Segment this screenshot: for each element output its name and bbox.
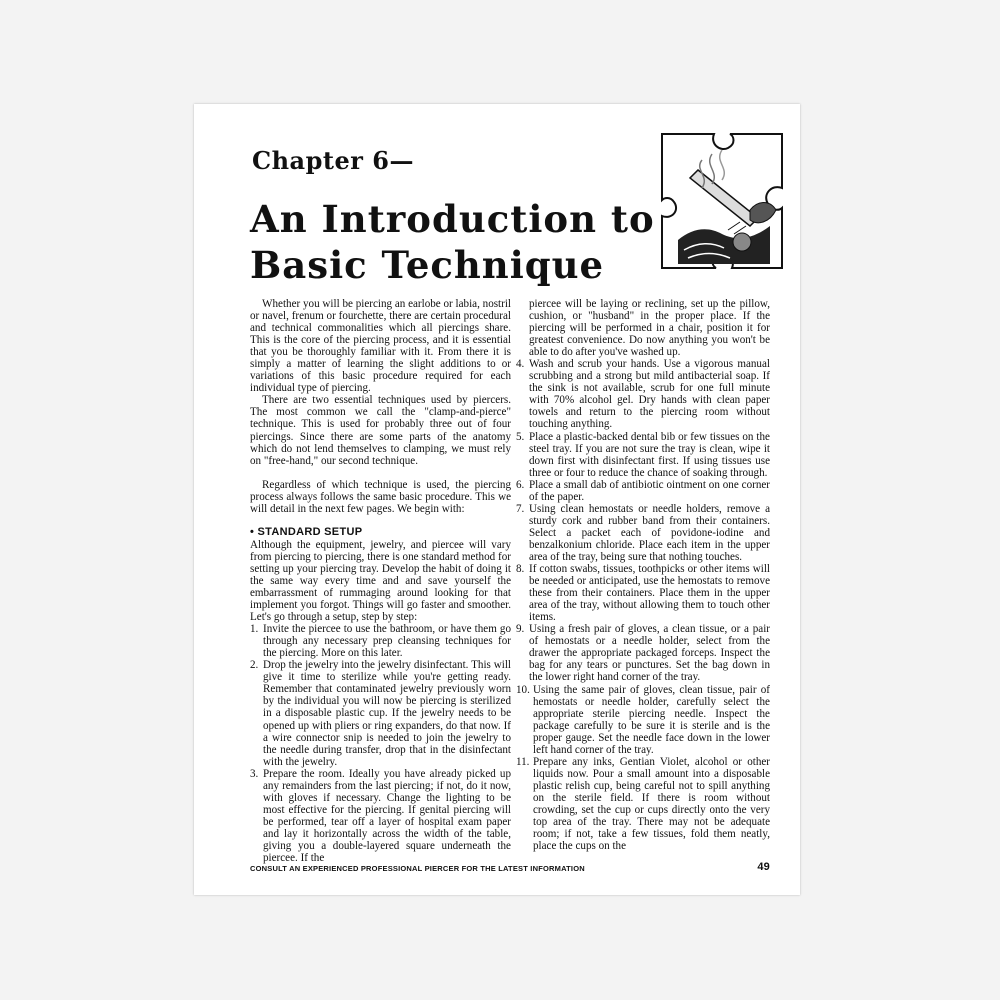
step-text: Wash and scrub your hands. Use a vigorous manual scrubbing and a strong but mild antibacterial soap. If the sink is not available, scrub for one full minute with 70% alcohol gel. Dry hands with clean paper towels and return to the piercing room without touching anything. — [529, 358, 770, 431]
step-text: Prepare the room. Ideally you have already picked up any remainders from the last piercing; if not, do it now, with gloves if necessary. Change the lighting to be most effective for the piercing. If genital piercing will be performed, tear off a layer of hospital exam paper and lay it horizontally across the width of the table, giving you a double-layered square underneath the piercee. If the — [263, 767, 511, 865]
list-item — [250, 768, 511, 864]
list-item — [516, 684, 770, 756]
intro-paragraph-2: There are two essential techniques used by piercers. The most common we call the "clamp-and-pierce" technique. This is used for probably three out of four piercings. Since there are some parts of the anatomy which do not lend themselves to clamping, we must rely on "free-hand," our second technique. — [250, 394, 511, 467]
list-item — [516, 358, 770, 430]
step-number: 2. — [250, 659, 259, 672]
chapter-title-line-1: An Introduction to — [250, 197, 655, 241]
step-text: Using a fresh pair of gloves, a clean tissue, or a pair of hemostats or a needle holder, select from the drawer the appropriate packaged forceps. Inspect the bag for any tears or punctures. Set the bag down in the lower right hand corner of the tray. — [529, 623, 770, 684]
step-number: 7. — [516, 502, 525, 515]
left-column — [250, 298, 511, 864]
section-heading: • STANDARD SETUP — [250, 525, 363, 538]
step-text: Drop the jewelry into the jewelry disinfectant. This will give it time to sterilize while you're getting ready. Remember that contaminated jewelry previously worn by the individual you will now be piercing is sterilized in a disposable plastic cup. If the jewelry needs to be opened up with pliers or ring expanders, do that now. If a wire connector snip is needed to join the jewelry to the needle during transfer, drop that in the disinfectant with the jewelry. — [263, 659, 511, 768]
list-item — [516, 503, 770, 563]
list-item — [250, 659, 511, 767]
step-number: 3. — [250, 767, 259, 780]
step-text: Invite the piercee to use the bathroom, or have them go through any necessary prep cleansing techniques for the piercing. More on this later. — [263, 623, 511, 660]
step-text: Place a small dab of antibiotic ointment on one corner of the paper. — [529, 478, 770, 503]
book-page — [194, 104, 800, 895]
list-item — [516, 431, 770, 479]
step-number: 4. — [516, 358, 525, 371]
intro-paragraph-1: Whether you will be piercing an earlobe or labia, nostril or navel, frenum or fourchette, there are certain procedural and technical commonalities which all piercings share. This is the core of the piercing process, and it is essential that you be thoroughly familiar with it. From there it is simply a matter of learning the slight additions to or variations of this basic procedure required for each individual type of piercing. — [250, 298, 511, 395]
page-number: 49 — [757, 861, 770, 873]
right-column — [516, 298, 770, 852]
step-number: 10. — [516, 683, 530, 696]
continued-step-text: piercee will be laying or reclining, set up the pillow, cushion, or "husband" in the proper place. If the piercing will be performed in a chair, position it for greatest convenience. Do now anything you won't be able to do after you've washed up. — [529, 298, 770, 359]
steps-list-left — [250, 623, 511, 864]
chapter-title — [250, 196, 655, 288]
step-number: 11. — [516, 755, 530, 768]
step-text: Place a plastic-backed dental bib or few tissues on the steel tray. If you are not sure the tray is clean, wipe it down first with disinfectant first. If using tissues use three or four to reduce the chance of soaking through. — [529, 430, 770, 479]
step-text: Prepare any inks, Gentian Violet, alcohol or other liquids now. Pour a small amount into a disposable plastic relish cup, being careful not to spill anything on the sterile field. If there is room without crowding, set the cup or cups directly onto the very top area of the tray. There may not be adequate room; if not, take a few tissues, fold them neatly, place the cups on the — [533, 755, 770, 853]
list-item — [516, 623, 770, 683]
list-item — [516, 756, 770, 852]
list-item — [250, 623, 511, 659]
step-number: 5. — [516, 430, 525, 443]
step-text: If cotton swabs, tissues, toothpicks or other items will be needed or anticipated, use the hemostats to remove these from their containers. Place them in the upper area of the tray, without allowing them to touch other items. — [529, 563, 770, 624]
list-item — [516, 479, 770, 503]
intro-paragraph-3: Regardless of which technique is used, the piercing process always follows the same basic procedure. This we will detail in the next few pages. We begin with: — [250, 478, 511, 515]
list-item — [516, 563, 770, 623]
puzzle-piece-piercing-illustration-icon — [658, 130, 786, 272]
footer-disclaimer: CONSULT AN EXPERIENCED PROFESSIONAL PIERCER FOR THE LATEST INFORMATION — [250, 864, 585, 873]
steps-list-right — [516, 358, 770, 852]
step-text: Using the same pair of gloves, clean tissue, pair of hemostats or needle holder, carefully select the appropriate sterile piercing needle. Inspect the package carefully to be sure it is sterile and is the proper gauge. Set the needle face down in the lower left hand corner of the tray. — [533, 683, 770, 756]
page-footer — [250, 861, 770, 873]
step-number: 8. — [516, 563, 525, 576]
chapter-label: Chapter 6— — [252, 146, 414, 175]
step-number: 9. — [516, 623, 525, 636]
step-text: Using clean hemostats or needle holders, remove a sturdy cork and rubber band from their containers. Select a packet each of povidone-iodine and benzalkonium chloride. Place each item in the upper area of the tray, being sure that nothing touches. — [529, 502, 770, 563]
chapter-title-line-2: Basic Technique — [250, 243, 605, 287]
step-number: 1. — [250, 623, 259, 636]
step-number: 6. — [516, 478, 525, 491]
setup-paragraph: Although the equipment, jewelry, and piercee will vary from piercing to piercing, there is one standard method for setting up your piercing tray. Develop the habit of doing it the same way every time and and save yourself the embarrassment of rummaging around looking for that implement you forgot. Things will go faster and smoother. Let's go through a setup, step by step: — [250, 538, 511, 624]
